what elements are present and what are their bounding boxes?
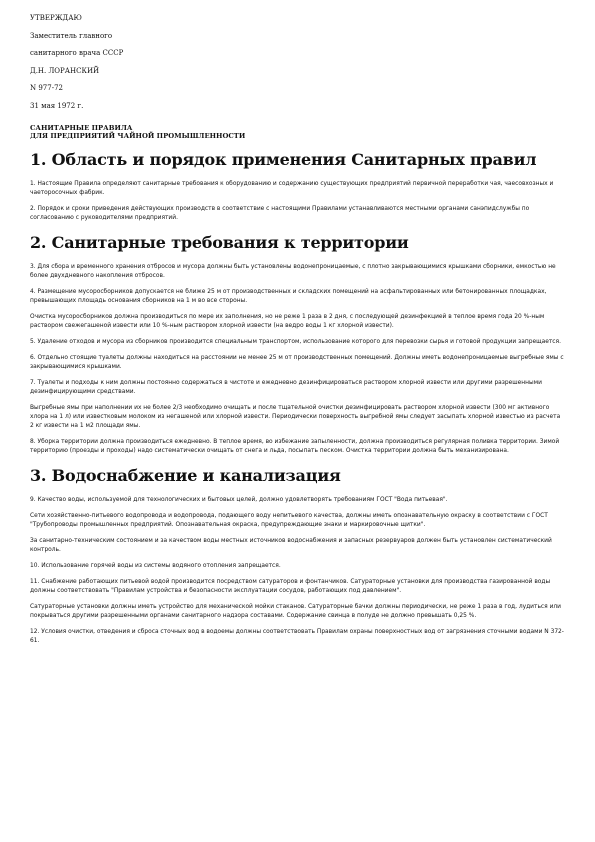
paragraph: 8. Уборка территории должна производиться ежедневно. В теплое время, во избежание запыленности, должна производиться регулярная поливка территории. Зимой территорию (проезды и проходы) надо систематически очищать от снега и льда, посыпать песком. Очистка территории должна быть механизирована.	[30, 438, 560, 454]
paragraph: Выгребные ямы при наполнении их не более 2/3 необходимо очищать и после тщательной очистки дезинфицировать раствором хлорной извести (300 мг активного хлора на 1 л) или известковым молоком из негашеной или хлорной извести. Периодически поверхность выгребной ямы следует засыпать хлорной известью из расчета 2 кг извести на 1 м2 площади ямы.	[30, 404, 561, 429]
section-heading: 2. Санитарные требования к территории	[30, 232, 409, 252]
approval-line: 31 мая 1972 г.	[30, 101, 84, 110]
paragraph: Сатураторные установки должны иметь устройство для механической мойки стаканов. Сатураторные бачки должны периодически, не реже 1 раза в год, лудиться или покрываться другими разрешенными органами санитарного надзора составами. Содержание свинца в полуде не должно превышать 0,25 %.	[30, 603, 561, 619]
approval-block	[30, 14, 565, 111]
paragraph: Сети хозяйственно-питьевого водопровода и водопровода, подающего воду непитьевого качества, должны иметь опознавательную окраску в соответствии с ГОСТ "Трубопроводы промышленных предприятий. Опознавательная окраска, предупреждающие знаки и маркировочные щитки".	[30, 512, 548, 528]
document-title-line: ДЛЯ ПРЕДПРИЯТИЙ ЧАЙНОЙ ПРОМЫШЛЕННОСТИ	[30, 132, 246, 140]
approval-line: санитарного врача СССР	[30, 49, 124, 57]
approval-line: Д.Н. ЛОРАНСКИЙ	[30, 66, 100, 75]
approval-line: УТВЕРЖДАЮ	[30, 14, 82, 22]
section-heading: 1. Область и порядок применения Санитарных правил	[30, 149, 537, 169]
paragraph: 5. Удаление отходов и мусора из сборников производится специальным транспортом, использование которого для перевозки сырья и готовой продукции запрещается.	[30, 338, 561, 345]
paragraph: 1. Настоящие Правила определяют санитарные требования к оборудованию и содержанию существующих предприятий первичной переработки чая, чаесовхозных и чаеторосочных фабрик.	[30, 180, 554, 196]
paragraph: 12. Условия очистки, отведения и сброса сточных вод в водоемы должны соответствовать Правилам охраны поверхностных вод от загрязнения сточными водами N 372-61.	[30, 628, 564, 644]
paragraph: Очистка мусоросборников должна производиться по мере их заполнения, но не реже 1 раза в 2 дня, с последующей дезинфекцией в теплое время года 20 %-ным раствором свежегашеной извести или 10 %-ным раствором хлорной извести (на ведро воды 1 кг хлорной извести).	[30, 313, 545, 329]
paragraph: 9. Качество воды, используемой для технологических и бытовых целей, должно удовлетворять требованиям ГОСТ "Вода питьевая".	[30, 496, 448, 503]
paragraph: 3. Для сбора и временного хранения отбросов и мусора должны быть установлены водонепроницаемые, с плотно закрывающимися крышками сборники, емкостью не более двухдневного накопления отбросов.	[30, 263, 556, 279]
paragraph: 2. Порядок и сроки приведения действующих производств в соответствие с настоящими Правилами устанавливаются местными органами санэпидслужбы по согласованию с руководителями предприятий.	[30, 205, 530, 221]
approval-line: Заместитель главного	[30, 31, 113, 40]
paragraph: За санитарно-техническим состоянием и за качеством воды местных источников водоснабжения и запасных резервуаров должен быть установлен систематический контроль.	[30, 537, 552, 553]
approval-line: N 977-72	[30, 84, 63, 92]
document-title	[30, 124, 565, 141]
paragraph: 10. Использование горячей воды из системы водяного отопления запрещается.	[30, 562, 281, 569]
paragraph: 6. Отдельно стоящие туалеты должны находиться на расстоянии не менее 25 м от производственных помещений. Должны иметь водонепроницаемые выгребные ямы с закрывающимися крышками.	[30, 354, 564, 370]
document-title-line: САНИТАРНЫЕ ПРАВИЛА	[30, 123, 133, 132]
section-heading: 3. Водоснабжение и канализация	[30, 465, 341, 485]
paragraph: 4. Размещение мусоросборников допускается не ближе 25 м от производственных и складских помещений на асфальтированных или бетонированных площадках, превышающих площадь основания сборников на 1 м во все стороны.	[30, 288, 547, 304]
paragraph: 7. Туалеты и подходы к ним должны постоянно содержаться в чистоте и ежедневно дезинфицироваться раствором хлорной извести или другими разрешенными дезинфицирующими средствами.	[30, 379, 542, 395]
paragraph: 11. Снабжение работающих питьевой водой производится посредством сатураторов и фонтанчиков. Сатураторные установки для производства газированной воды должны соответствовать "Правилам устройства и безопасности эксплуатации сосудов, работающих под давлением".	[30, 578, 551, 594]
